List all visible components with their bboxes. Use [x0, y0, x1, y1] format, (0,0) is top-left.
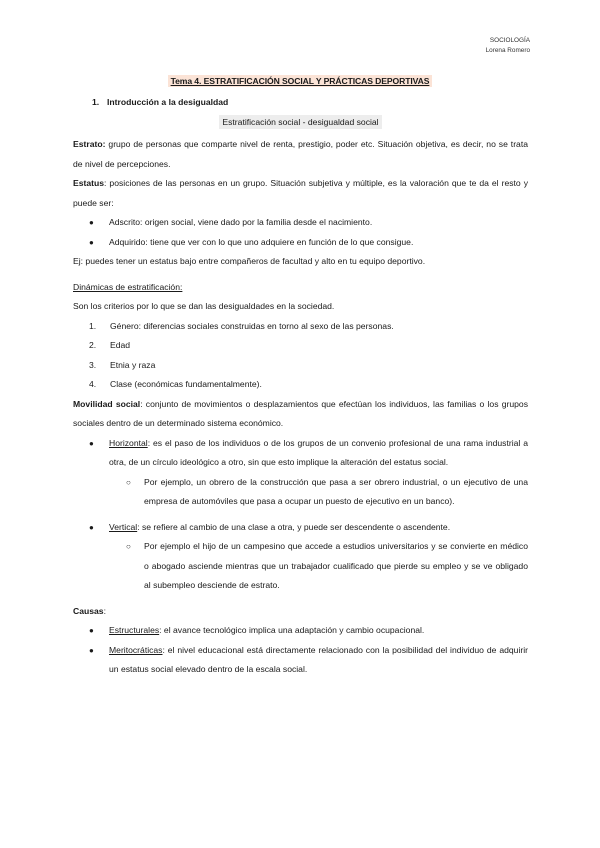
- section-heading: [92, 93, 528, 113]
- document-body: [73, 93, 528, 680]
- causa-term: Meritocráticas: [109, 644, 163, 655]
- document-title: Tema 4. ESTRATIFICACIÓN SOCIAL Y PRÁCTICAS DEPORTIVAS: [168, 75, 433, 87]
- circle-bullet-icon: ○: [126, 542, 131, 551]
- estrato-term: Estrato:: [73, 139, 106, 149]
- numbered-item: [73, 356, 528, 376]
- title-container: [0, 71, 600, 89]
- header-subject: SOCIOLOGÍA: [489, 37, 530, 44]
- estatus-paragraph: [73, 174, 528, 213]
- bullet-icon: ●: [89, 438, 94, 448]
- estrato-text: grupo de personas que comparte nivel de renta, prestigio, poder etc. Situación objetiva, es decir, no se trata de nivel de percepciones.: [73, 139, 528, 169]
- bullet-icon: ●: [89, 626, 94, 635]
- example-paragraph: Ej: puedes tener un estatus bajo entre compañeros de facultad y alto en tu equipo deportivo.: [73, 256, 426, 266]
- header-author: Lorena Romero: [485, 47, 530, 54]
- causa-text: : el nivel educacional está directamente relacionado con la posibilidad del individuo de adquirir un estatus social elevado dentro de la escala social.: [109, 644, 528, 674]
- circle-bullet-icon: ○: [126, 477, 131, 487]
- dinamicas-intro: Son los criterios por lo que se dan las desigualdades en la sociedad.: [73, 301, 335, 311]
- estatus-text: : posiciones de las personas en un grupo. Situación subjetiva y múltiple, es la valoración que te da el resto y puede ser:: [73, 178, 528, 208]
- vertical-term: Vertical: [109, 521, 138, 532]
- dinamicas-heading-text: Dinámicas de estratificación:: [73, 281, 183, 292]
- numbered-item: [73, 336, 528, 356]
- causas-colon: :: [103, 605, 106, 616]
- causa-term: Estructurales: [109, 625, 160, 635]
- dinamicas-heading: [73, 278, 528, 298]
- numbered-item: [73, 317, 528, 337]
- estrato-paragraph: [73, 135, 528, 174]
- bullet-icon: ●: [89, 218, 94, 227]
- vertical-example: Por ejemplo el hijo de un campesino que accede a estudios universitarios y se convierte en médico o abogado asciende mientras que un trabajador cualificado que pierde su empleo y se ve obligado al subempleo desciende de estrato.: [144, 541, 528, 590]
- movilidad-text: : conjunto de movimientos o desplazamientos que efectúan los individuos, las familias o los grupos sociales dentro de un determinado sistema económico.: [73, 398, 528, 428]
- sub-list-item: [73, 537, 528, 596]
- section-label: Introducción a la desigualdad: [107, 97, 229, 107]
- list-item: [73, 233, 528, 253]
- causa-text: : el avance tecnológico implica una adaptación y cambio ocupacional.: [159, 625, 425, 635]
- subtitle-container: [73, 113, 528, 133]
- vertical-text: : se refiere al cambio de una clase a otra, y puede ser descendente o ascendente.: [137, 521, 451, 532]
- numbered-item-text: Etnia y raza: [110, 359, 156, 370]
- subtitle: Estratificación social - desigualdad social: [219, 115, 381, 129]
- list-item: [73, 434, 528, 473]
- item-number: 1.: [89, 320, 97, 331]
- item-number: 2.: [89, 340, 97, 350]
- numbered-item: [73, 375, 528, 395]
- movilidad-paragraph: [73, 395, 528, 434]
- list-item: [73, 641, 528, 680]
- list-item: [73, 518, 528, 538]
- horizontal-term: Horizontal: [109, 437, 148, 448]
- numbered-item-text: Edad: [110, 340, 131, 350]
- bullet-icon: ●: [89, 645, 94, 655]
- horizontal-example: Por ejemplo, un obrero de la construcción que pasa a ser obrero industrial, o un ejecutivo de una empresa de automóviles que pasa a ocupar un puesto de ejecutivo en un banco).: [144, 476, 528, 506]
- movilidad-term: Movilidad social: [73, 398, 141, 409]
- page-header: [486, 36, 530, 56]
- estatus-term: Estatus: [73, 178, 105, 188]
- causas-heading-text: Causas: [73, 605, 104, 616]
- bullet-icon: ●: [89, 522, 94, 532]
- causas-heading: [73, 602, 528, 622]
- numbered-item-text: Clase (económicas fundamentalmente).: [110, 379, 262, 389]
- horizontal-text: : es el paso de los individuos o de los grupos de un convenio profesional de una rama industrial a otra, de un círculo ideológico a otro, sin que esto implique la alteración del estatus social.: [109, 437, 528, 467]
- list-item-text: Adquirido: tiene que ver con lo que uno adquiere en función de lo que consigue.: [109, 236, 414, 247]
- list-item: [73, 621, 528, 641]
- list-item-text: Adscrito: origen social, viene dado por la familia desde el nacimiento.: [109, 217, 373, 227]
- section-number: 1.: [92, 97, 100, 107]
- numbered-item-text: Género: diferencias sociales construidas en torno al sexo de las personas.: [110, 320, 394, 331]
- sub-list-item: [73, 473, 528, 512]
- item-number: 4.: [89, 379, 97, 389]
- list-item: [73, 213, 528, 233]
- item-number: 3.: [89, 359, 97, 370]
- bullet-icon: ●: [89, 237, 94, 247]
